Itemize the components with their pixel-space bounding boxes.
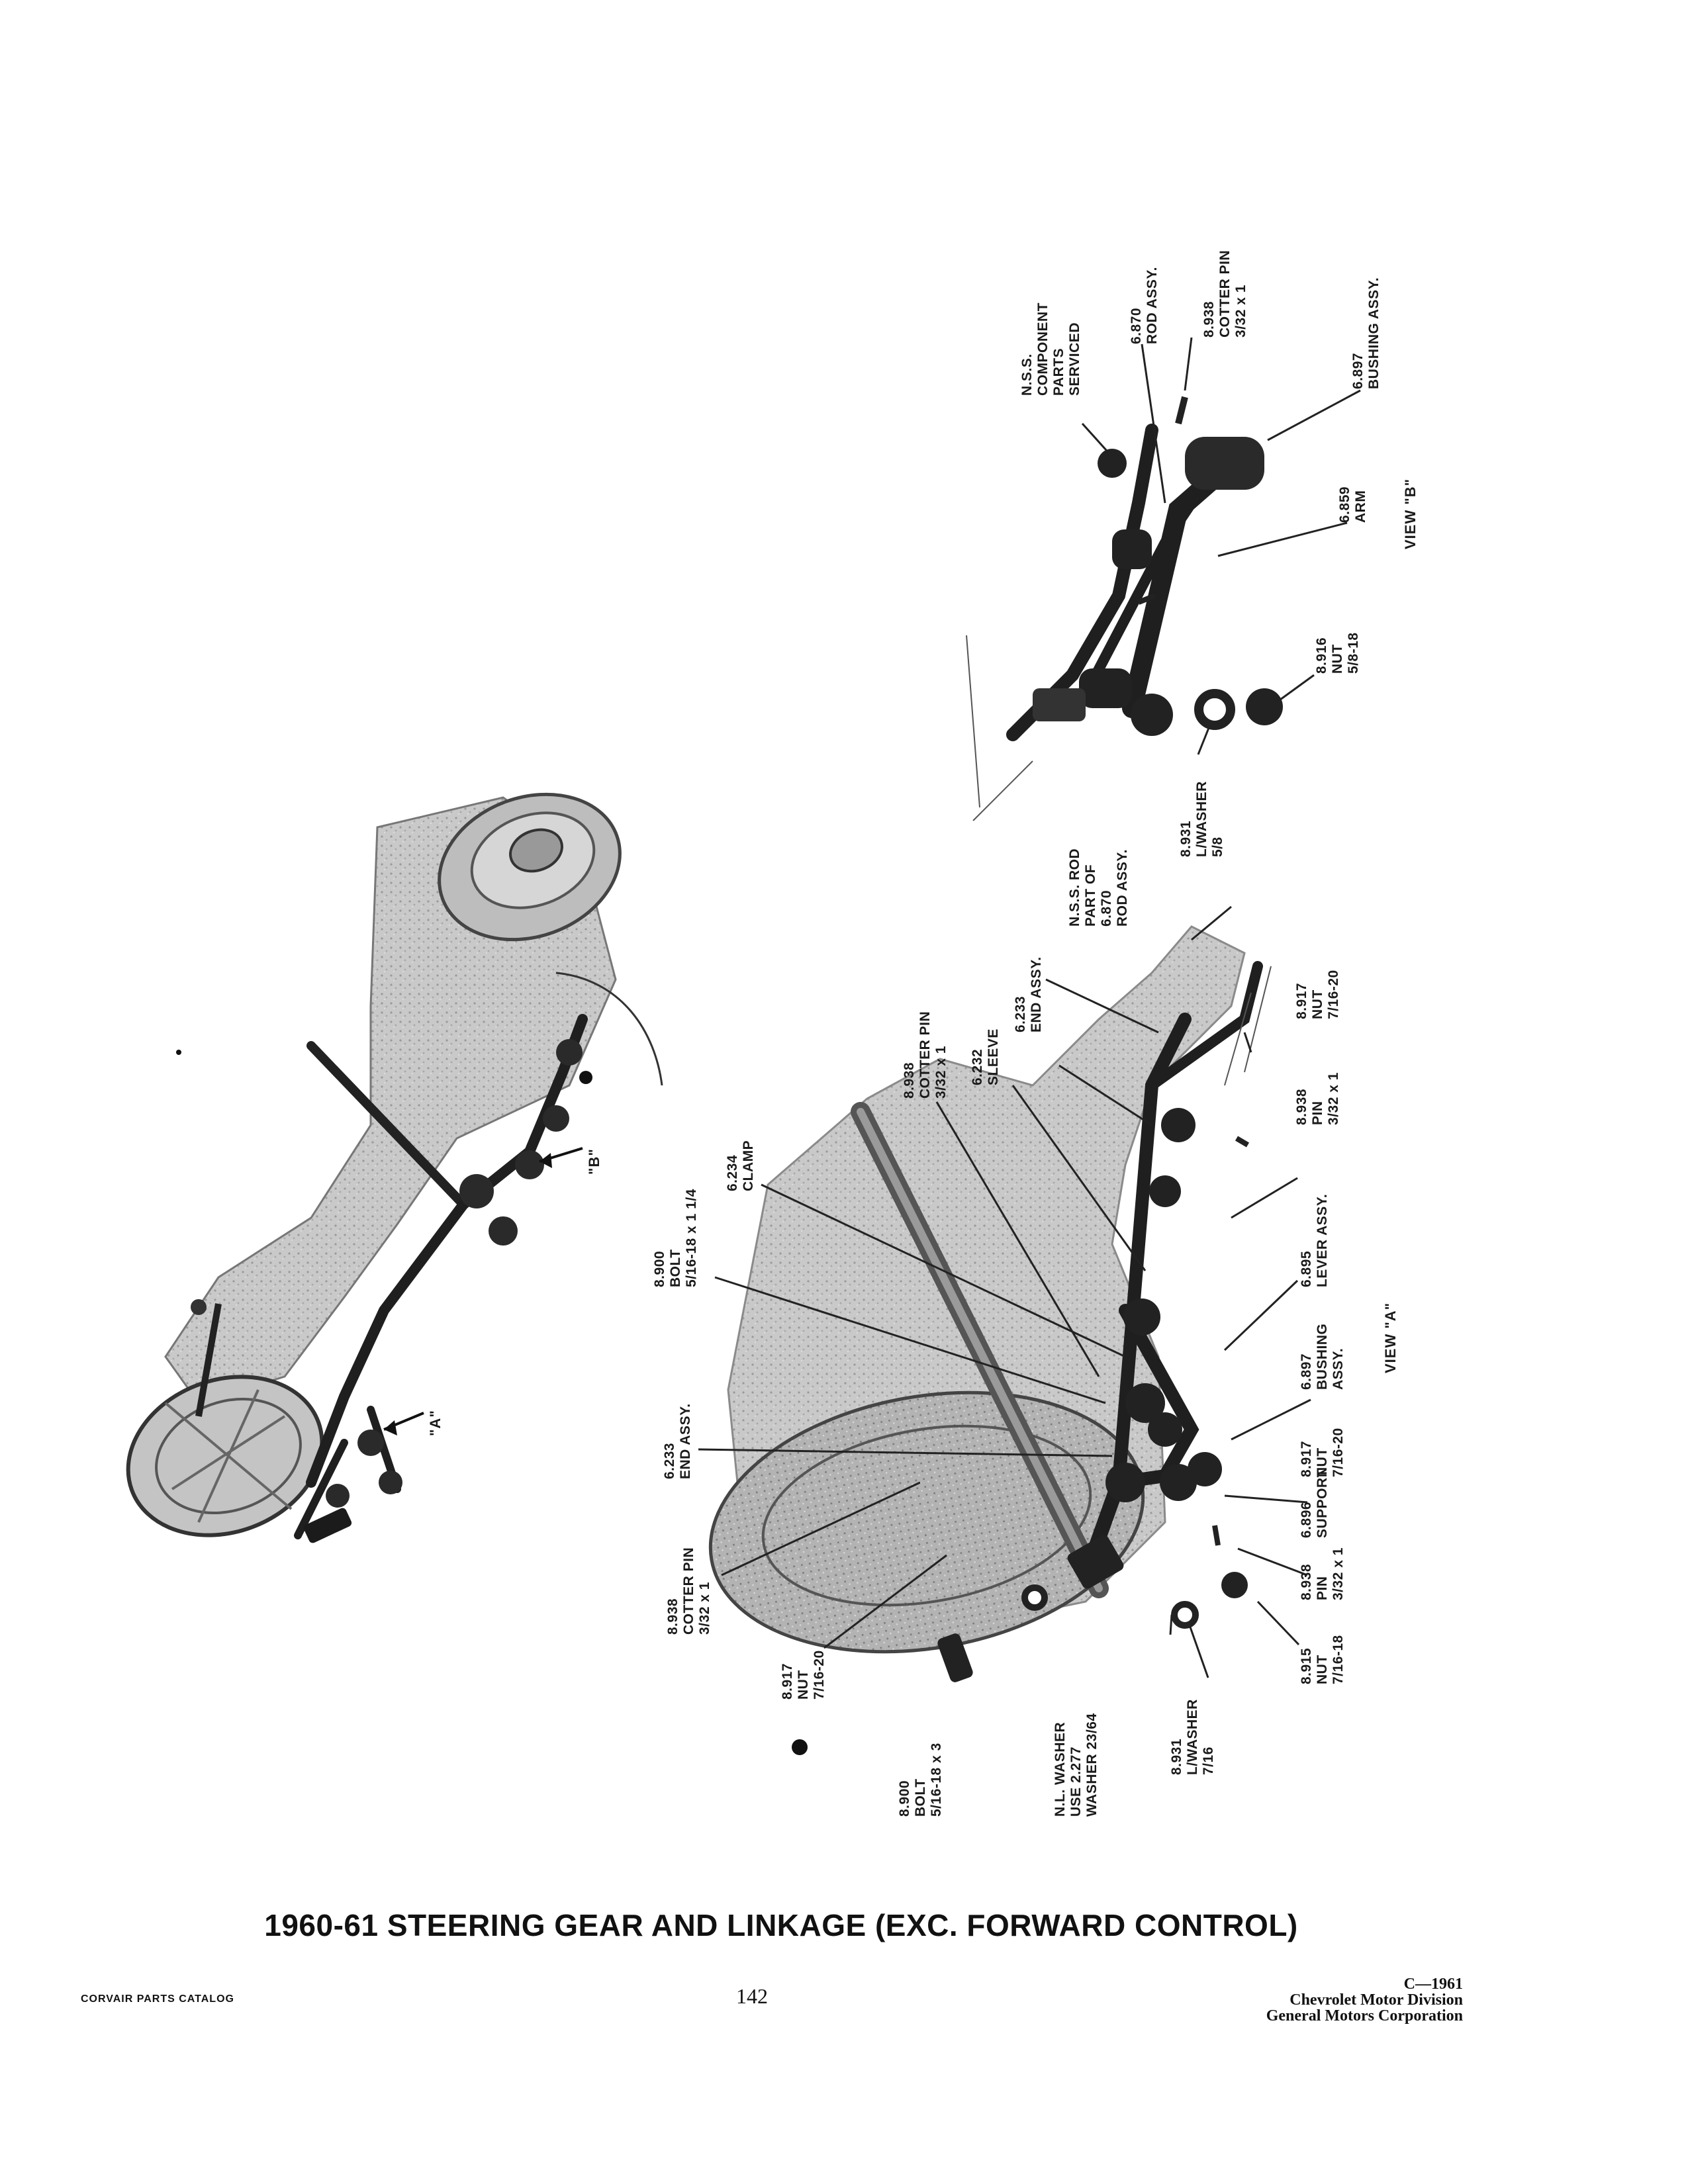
- callout-8917-nut-upper: 8.917 NUT 7/16-20: [1294, 970, 1341, 1019]
- callout-6859-arm: 6.859 ARM: [1337, 486, 1368, 523]
- callout-nl-washer: N.L. WASHER USE 2.277 WASHER 23/64: [1053, 1713, 1100, 1817]
- callout-8917-nut-left: 8.917 NUT 7/16-20: [780, 1650, 827, 1700]
- corporation-name: General Motors Corporation: [1266, 2007, 1463, 2025]
- callout-6234-clamp: 6.234 CLAMP: [725, 1140, 756, 1191]
- copyright: C—1961: [1403, 1976, 1463, 1993]
- callout-8938-pin-upper: 8.938 PIN 3/32 x 1: [1294, 1072, 1341, 1125]
- callout-8917-nut-middle: 8.917 NUT 7/16-20: [1299, 1428, 1346, 1477]
- page-title: 1960-61 STEERING GEAR AND LINKAGE (EXC. FORWARD CONTROL): [264, 1908, 1298, 1942]
- callout-8931-lwasher: 8.931 L/WASHER 5/8: [1178, 781, 1225, 857]
- callout-6870-rod-assy: 6.870 ROD ASSY.: [1129, 267, 1160, 344]
- callout-6233-end-assy-lower: 6.233 END ASSY.: [662, 1403, 693, 1479]
- callout-8938-cotter-pin-upper: 8.938 COTTER PIN 3/32 x 1: [902, 1011, 949, 1099]
- callout-8938-cotter-pin: 8.938 COTTER PIN 3/32 x 1: [1201, 250, 1248, 338]
- view-b-label: VIEW "B": [1402, 478, 1419, 549]
- view-b-drawing: [966, 338, 1360, 821]
- page-number: 142: [736, 1984, 768, 2008]
- callout-nss-rod: N.S.S. ROD PART OF 6.870 ROD ASSY.: [1067, 848, 1130, 927]
- callout-6897-bushing-assy: 6.897 BUSHING ASSY.: [1350, 277, 1382, 389]
- overall-assembly-drawing: [106, 770, 662, 1561]
- division-name: Chevrolet Motor Division: [1289, 1991, 1463, 2009]
- callout-8938-cotter-pin-lower: 8.938 COTTER PIN 3/32 x 1: [665, 1547, 712, 1635]
- view-a-label: VIEW "A": [1382, 1302, 1399, 1373]
- callout-8900-bolt-lower: 8.900 BOLT 5/16-18 x 3: [897, 1743, 944, 1817]
- catalog-name: CORVAIR PARTS CATALOG: [81, 1993, 234, 2005]
- publisher-block: [1266, 1976, 1463, 2024]
- callout-6896-support: 6.896 SUPPORT: [1299, 1468, 1330, 1538]
- callout-8915-nut: 8.915 NUT 7/16-18: [1299, 1635, 1346, 1684]
- callout-6895-lever-assy: 6.895 LEVER ASSY.: [1299, 1193, 1330, 1287]
- marker-b-label: "B": [586, 1148, 602, 1175]
- callout-8900-bolt-upper: 8.900 BOLT 5/16-18 x 1 1/4: [652, 1189, 699, 1287]
- callout-6897-bushing-assy-a: 6.897 BUSHING ASSY.: [1299, 1323, 1346, 1390]
- callout-6233-end-assy-upper: 6.233 END ASSY.: [1013, 956, 1044, 1032]
- callout-6232-sleeve: 6.232 SLEEVE: [970, 1028, 1001, 1085]
- callout-nss-component-parts: N.S.S. COMPONENT PARTS SERVICED: [1019, 302, 1082, 396]
- callout-8916-nut: 8.916 NUT 5/8-18: [1314, 632, 1361, 674]
- callout-8938-pin-lower: 8.938 PIN 3/32 x 1: [1299, 1547, 1346, 1600]
- marker-a-label: "A": [427, 1410, 444, 1436]
- callout-8931-lwasher-a: 8.931 L/WASHER 7/16: [1169, 1699, 1216, 1775]
